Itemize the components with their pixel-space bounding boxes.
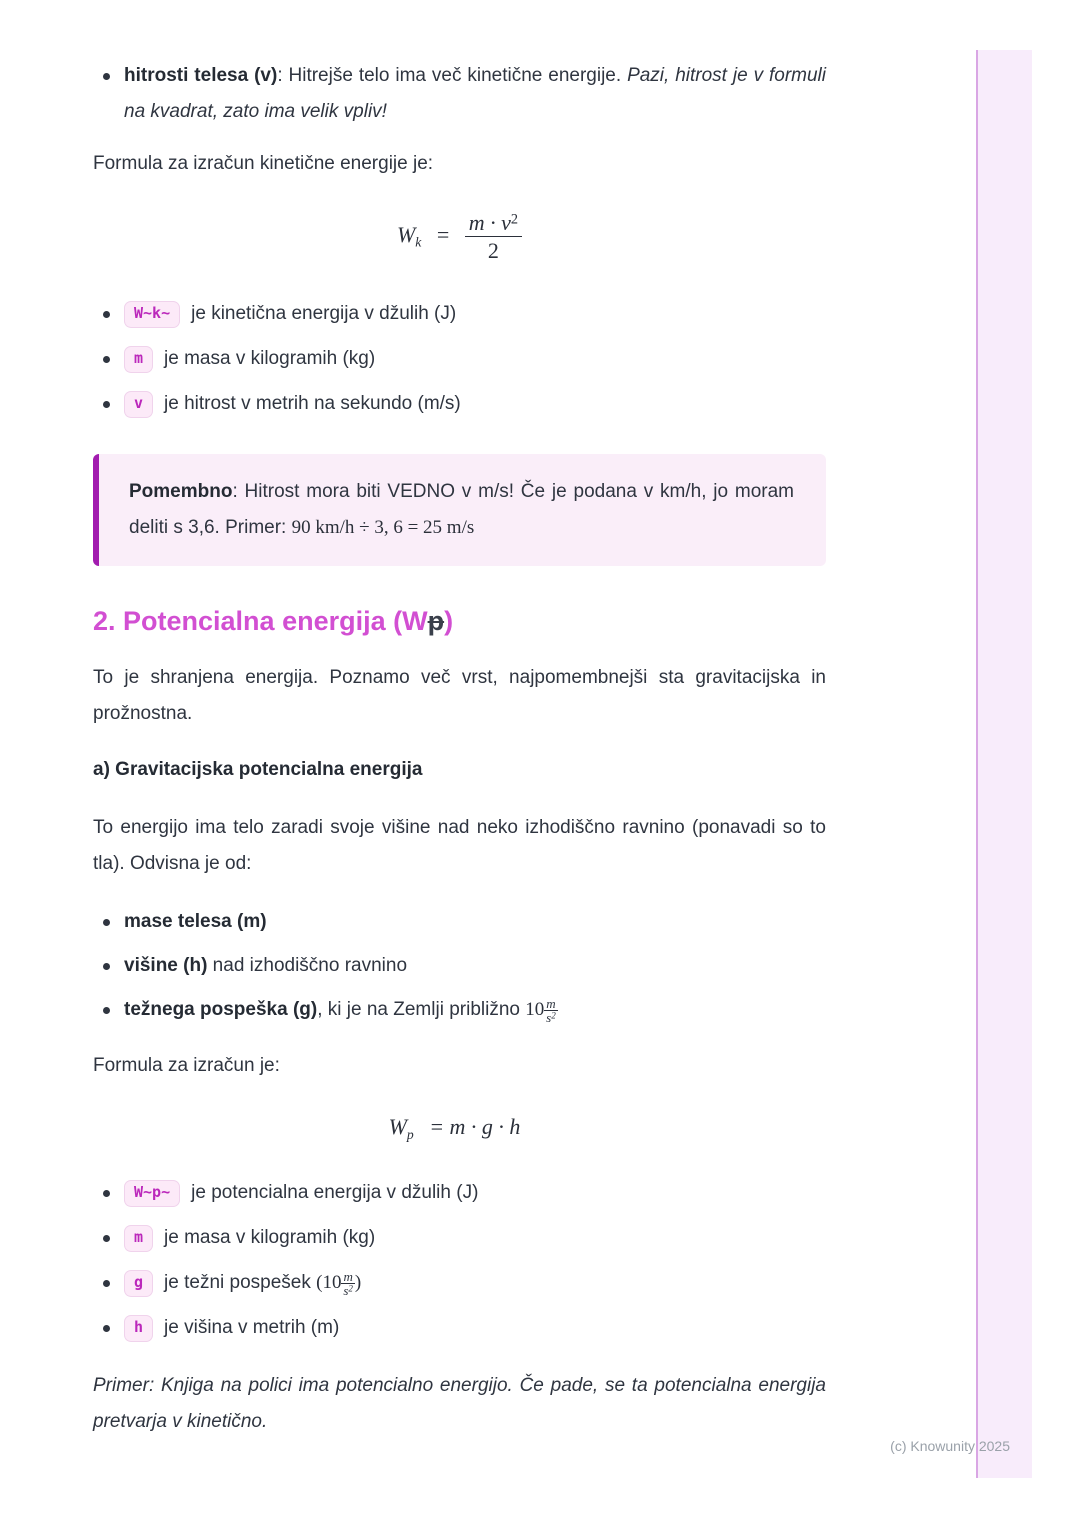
list-item: [93, 341, 826, 377]
definition-text: je masa v kilogramih (kg): [164, 347, 376, 369]
fraction-numerator: [465, 210, 522, 237]
math-open-paren: (10: [316, 1271, 342, 1293]
bullet-icon: [103, 1325, 110, 1332]
bullet-icon: [103, 356, 110, 363]
bullet-icon: [103, 311, 110, 318]
example-paragraph: Primer: Knjiga na polici ima potencialno energijo. Če pade, se ta potencialna energija pretvarja v kinetično.: [93, 1374, 826, 1432]
fraction-denominator: 2: [487, 238, 499, 264]
definition-row: [124, 1310, 826, 1346]
factor-bold: višine (h): [124, 954, 208, 976]
potential-intro-paragraph: To je shranjena energija. Poznamo več vrst, najpomembnejši sta gravitacijska in prožnostna.: [93, 666, 826, 724]
copyright-footer: (c) Knowunity 2025: [890, 1438, 1010, 1454]
heading-close-paren: ): [444, 605, 454, 636]
fraction-numerator: m: [546, 995, 556, 1011]
code-badge-wp: W~p~: [124, 1180, 180, 1207]
units-fraction: [544, 997, 557, 1024]
potential-formula-intro: Formula za izračun je:: [93, 1054, 280, 1076]
factor-rest: nad izhodiščno ravnino: [207, 954, 408, 976]
equals-sign: =: [436, 221, 450, 247]
definition-row: [124, 296, 826, 332]
factor-row: [124, 948, 826, 984]
definition-row: [124, 341, 826, 377]
bullet-icon: [103, 963, 110, 970]
list-item: [93, 1220, 826, 1256]
definition-text: je masa v kilogramih (kg): [164, 1226, 376, 1248]
document-content: [93, 54, 826, 1440]
gravity-intro-paragraph: To energijo ima telo zaradi svoje višine nad neko izhodiščno ravnino (ponavadi so to tla). Odvisna je od:: [93, 816, 826, 874]
bullet-icon: [103, 73, 110, 80]
callout-lead: Pomembno: [129, 480, 233, 502]
subsection-heading-gravitational: a) Gravitacijska potencialna energija: [93, 758, 423, 780]
heading-strikethrough-p: p: [427, 605, 445, 636]
code-badge-wk: W~k~: [124, 301, 180, 328]
potential-formula: [93, 1114, 826, 1143]
callout-math-expression: 90 km/h ÷ 3, 6 = 25 m/s: [291, 516, 475, 538]
code-badge-v: v: [124, 391, 153, 418]
kinetic-formula: [93, 210, 826, 264]
numerator-exponent: 2: [510, 211, 519, 228]
formula-symbol-W: W: [396, 221, 416, 247]
code-badge-h: h: [124, 1315, 153, 1342]
formula-subscript-p: p: [406, 1126, 414, 1142]
list-item: [93, 58, 826, 130]
numerator-expression: m · v: [468, 210, 511, 235]
list-item-text: [124, 58, 826, 130]
page-edge-strip: [976, 50, 1032, 1478]
important-callout: [93, 454, 826, 566]
bullet-icon: [103, 1007, 110, 1014]
gravity-value: 10: [525, 998, 545, 1020]
denominator-exponent: 2: [551, 1009, 556, 1020]
heading-text: 2. Potencialna energija (W: [93, 605, 428, 636]
list-item: [93, 1175, 826, 1211]
bullet-icon: [103, 1235, 110, 1242]
definition-row: [124, 1265, 826, 1301]
definition-text: je težni pospešek: [164, 1271, 317, 1293]
kinetic-formula-intro: Formula za izračun kinetične energije je:: [93, 153, 434, 174]
list-item: [93, 992, 826, 1028]
definition-row: [124, 1220, 826, 1256]
definition-text: je potencialna energija v džulih (J): [191, 1181, 479, 1203]
factor-bold: težnega pospeška (g): [124, 998, 318, 1020]
factor-bold: mase telesa (m): [124, 910, 267, 932]
definition-text: je višina v metrih (m): [164, 1316, 340, 1338]
callout-body: : Hitrost mora biti VEDNO v m/s! Če je podana v km/h, jo moram deliti s 3,6. Primer:: [129, 480, 794, 538]
bullet-icon: [103, 919, 110, 926]
bullet-icon: [103, 401, 110, 408]
denominator-exponent: 2: [348, 1283, 353, 1294]
kinetic-definitions-list: [93, 296, 826, 422]
code-badge-m: m: [124, 1225, 153, 1252]
list-item: [93, 386, 826, 422]
section-heading-potential-energy: [93, 604, 826, 638]
list-item: [93, 904, 826, 940]
definition-text: je hitrost v metrih na sekundo (m/s): [164, 392, 461, 414]
formula-subscript-k: k: [415, 234, 422, 250]
factor-row: [124, 904, 826, 940]
denominator-base: s: [343, 1282, 349, 1298]
formula-symbol-W: W: [388, 1113, 407, 1139]
math-close-paren: ): [354, 1271, 362, 1293]
fraction-numerator: m: [343, 1268, 353, 1284]
formula-fraction: [465, 210, 522, 264]
bullet-italic-note: Pazi, hitrost je v formuli na kvadrat, zato ima velik vpliv!: [124, 65, 826, 122]
definition-row: [124, 1175, 826, 1211]
list-item: [93, 296, 826, 332]
definition-text: je kinetična energija v džulih (J): [191, 302, 457, 324]
denominator-base: s: [546, 1009, 552, 1025]
fraction-denominator: [544, 1011, 557, 1024]
code-badge-g: g: [124, 1270, 153, 1297]
bullet-bold-term: hitrosti telesa (v): [124, 65, 278, 86]
formula-rhs: = m · g · h: [429, 1113, 521, 1139]
list-item: [93, 948, 826, 984]
bullet-icon: [103, 1280, 110, 1287]
fraction-denominator: [341, 1284, 354, 1297]
factor-row: [124, 992, 826, 1028]
bullet-normal-text: : Hitrejše telo ima več kinetične energije.: [277, 65, 628, 86]
code-badge-m: m: [124, 346, 153, 373]
list-item: [93, 1265, 826, 1301]
factor-rest: , ki je na Zemlji približno: [317, 998, 526, 1020]
definition-row: [124, 386, 826, 422]
list-item: [93, 1310, 826, 1346]
units-fraction: [341, 1270, 354, 1297]
factors-list: [93, 904, 826, 1028]
bullet-icon: [103, 1190, 110, 1197]
potential-definitions-list: [93, 1175, 826, 1346]
